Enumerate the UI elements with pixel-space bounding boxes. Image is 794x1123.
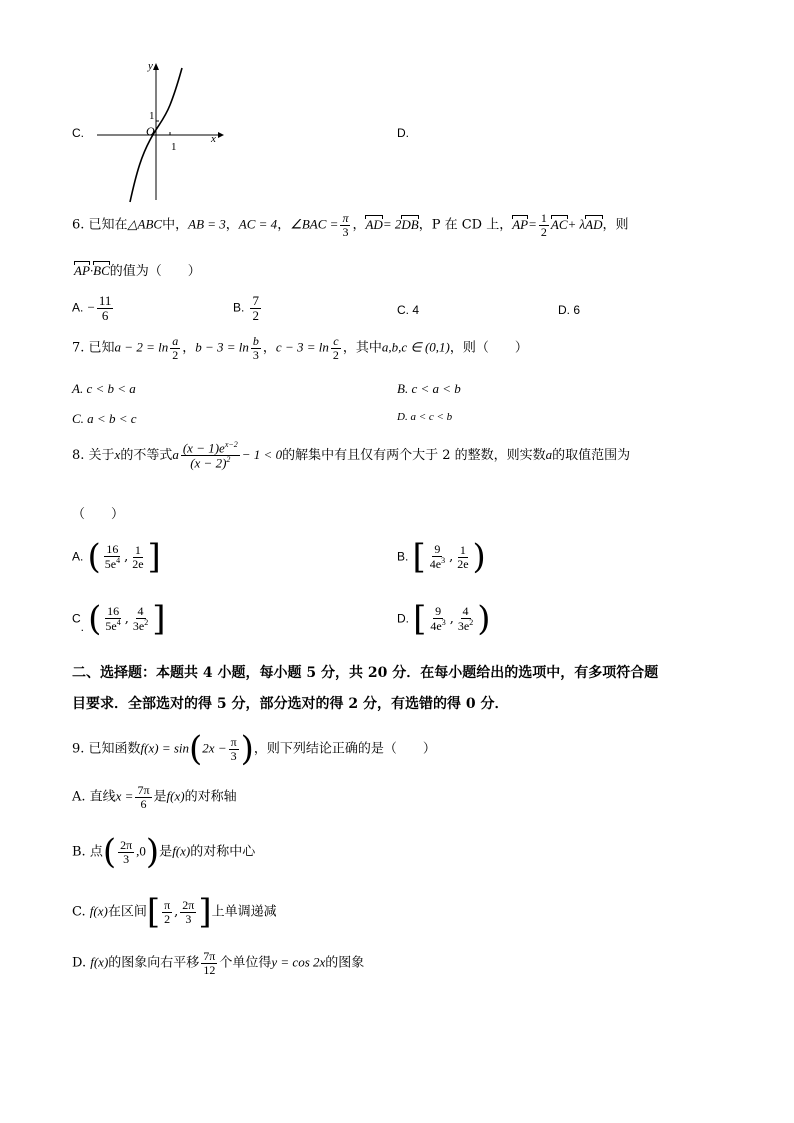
- q9-rparen: ): [240, 729, 254, 769]
- graph-y-tick-label: 1: [149, 110, 155, 122]
- section2-heading-line1: 二、选择题：本题共 4 小题，每小题 5 分，共 20 分．在每小题给出的选项中，有多项符合题: [72, 665, 659, 681]
- q9-inner: 2x −: [202, 740, 227, 756]
- q6-vec-ad2: AD: [585, 216, 603, 232]
- q8-paren: （ ）: [72, 507, 125, 522]
- q8-option-b-lbracket: [: [412, 537, 426, 577]
- q9-option-d-frac: $\frac{7\pi}{12}$: [203, 949, 216, 977]
- q8-option-c-frac1: $\frac{16}{5e^4}$: [105, 604, 121, 633]
- q6-ac: AC = 4: [238, 216, 278, 232]
- q9-option-d-text2: 个单位得: [219, 955, 272, 971]
- q7-option-a[interactable]: A. c < b < a: [72, 381, 136, 396]
- q8-option-b-frac2: $\frac{1}{2e}$: [457, 542, 469, 571]
- q6-pi: π: [342, 211, 349, 225]
- q7-set: a,b,c ∈ (0,1): [381, 339, 450, 355]
- q6-eq2: = 2: [382, 216, 402, 232]
- q6-vec-ac: AC: [550, 216, 568, 232]
- q6-option-a-frac: $\frac{11}{6}$: [98, 293, 112, 323]
- q8-option-d-frac1: $\frac{9}{4e^3}$: [430, 604, 446, 633]
- q9-option-b-text: 是: [159, 844, 173, 860]
- q6-option-b-label: B.: [233, 300, 245, 315]
- q9-option-a-text: 是: [153, 789, 167, 805]
- q9-option-c-rbracket: ]: [198, 892, 212, 932]
- q6-text: 中，: [162, 217, 189, 233]
- q9-option-b-frac: $\frac{2\pi}{3}$: [120, 837, 133, 866]
- q8-text2: 的解集中有且仅有两个大于 2 的整数，则实数: [282, 447, 546, 463]
- q8-number: 8. 关于: [72, 447, 115, 463]
- q6-dot: ·: [89, 263, 94, 278]
- q8-frac-den: (x − 2): [190, 455, 227, 471]
- q8-option-d-lbracket: [: [413, 599, 427, 639]
- q9-option-a[interactable]: [72, 784, 237, 810]
- q9-option-c-frac2: $\frac{2\pi}{3}$: [182, 897, 195, 926]
- q7-stem: [72, 335, 528, 361]
- q9-option-c-lbracket: [: [146, 892, 161, 932]
- q5-option-c-label[interactable]: C.: [72, 126, 84, 140]
- q7-mid: ，其中: [342, 340, 382, 356]
- q7-b-frac: $\frac{b}{3}$: [252, 334, 259, 362]
- q9-option-d-tail: 的图象: [325, 955, 365, 971]
- q8-option-b[interactable]: B. [ $\frac{9}{4e^3}$ , $\frac{1}{2e}$ ): [397, 537, 486, 577]
- q8-stem: [72, 441, 630, 470]
- q9-option-c-label: C.: [72, 904, 86, 920]
- q8-fraction: [181, 441, 240, 470]
- q9-option-b[interactable]: [72, 832, 256, 872]
- q6-angle: ∠BAC =: [290, 216, 339, 232]
- q8-option-d[interactable]: D. [ $\frac{9}{4e^3}$ , $\frac{4}{3e^2}$ ): [397, 599, 491, 639]
- q7-b-expr: b − 3 = ln: [195, 339, 249, 355]
- q6-option-b[interactable]: [233, 294, 263, 322]
- q9-stem: [72, 729, 436, 769]
- q6-vec-ap-dot: AP: [74, 263, 90, 278]
- q8-a: a: [172, 446, 179, 462]
- q6-vec-ap: AP: [512, 216, 529, 232]
- q9-option-d-y: y = cos 2x: [271, 954, 326, 970]
- q6-number: 6. 已知在: [72, 217, 128, 233]
- q9-option-a-label: A. 直线: [72, 789, 116, 805]
- q9-option-a-x: x =: [115, 788, 134, 804]
- q6-then: ，则: [602, 217, 629, 233]
- q9-pi-over-3: $\frac{\pi}{3}$: [230, 734, 237, 763]
- q6-three: 3: [342, 224, 349, 239]
- y-axis-arrow: [153, 63, 159, 70]
- q6-triangle: △ABC: [127, 216, 163, 232]
- q8-option-a-frac2: $\frac{1}{2e}$: [132, 542, 144, 571]
- q8-option-c[interactable]: C. ( $\frac{16}{5e^4}$ , $\frac{4}{3e^2}$ ]: [72, 599, 166, 639]
- q9-number: 9. 已知函数: [72, 741, 141, 757]
- q9-option-c-f: f(x): [89, 903, 108, 919]
- q6-option-b-frac: $\frac{7}{2}$: [252, 293, 259, 323]
- q8-option-c-label: C: [72, 611, 81, 626]
- q6-vec-bc: BC: [93, 263, 110, 278]
- q7-tail: ，则（ ）: [449, 340, 528, 356]
- q6-plus-lambda: + λ: [567, 216, 586, 232]
- q8-option-d-frac2: $\frac{4}{3e^2}$: [457, 604, 474, 633]
- q9-option-c-text: 在区间: [107, 904, 147, 920]
- q6-option-a[interactable]: [72, 294, 115, 322]
- q7-comma: ，: [182, 340, 196, 356]
- q7-option-b[interactable]: B. c < a < b: [397, 381, 461, 396]
- q8-ineq: − 1 < 0: [241, 446, 283, 462]
- q6-option-d[interactable]: D. 6: [558, 303, 581, 317]
- q8-text3: 的取值范围为: [552, 447, 631, 463]
- q8-option-c-dot: .: [80, 619, 85, 634]
- q6-vec-db: DB: [401, 216, 419, 232]
- q6-p-on-cd: ，P 在 CD 上，: [418, 217, 513, 233]
- q8-x: x: [114, 446, 121, 462]
- q9-option-b-label: B. 点: [72, 844, 103, 860]
- q9-option-c[interactable]: C. f(x)在区间[ $\frac{\pi}{2}$ , $\frac{2\pi}{3}$ ]上单调递减: [72, 892, 277, 932]
- q9-fx: f(x) = sin: [140, 740, 190, 756]
- q6-comma: ，: [225, 217, 239, 233]
- q9-option-b-text2: 的对称中心: [190, 844, 256, 860]
- q6-stem-line2: [74, 260, 201, 279]
- q8-option-b-frac1: $\frac{9}{4e^3}$: [429, 542, 446, 571]
- q8-option-a-rbracket: ]: [147, 537, 161, 577]
- q8-text1: 的不等式: [120, 447, 173, 463]
- q9-option-b-rparen: ): [145, 832, 160, 872]
- q9-option-b-lparen: (: [102, 832, 117, 872]
- q8-option-d-label: D.: [397, 611, 409, 626]
- q8-option-c-frac2: $\frac{4}{3e^2}$: [132, 604, 149, 633]
- graph-y-label: y: [148, 60, 153, 72]
- q9-option-d-f: f(x): [90, 954, 109, 970]
- q7-c-expr: c − 3 = ln: [275, 339, 329, 355]
- q7-number: 7. 已知: [72, 340, 115, 356]
- q8-option-a-lparen: (: [87, 537, 101, 577]
- q7-a-frac: $\frac{a}{2}$: [172, 334, 179, 362]
- q8-option-b-rparen: ): [472, 537, 486, 577]
- q9-option-d-label: D.: [72, 955, 87, 971]
- q7-option-c[interactable]: C. a < b < c: [72, 411, 137, 426]
- q6-comma: ，: [277, 217, 291, 233]
- q6-pi-over-3: [340, 212, 350, 238]
- q8-a2: a: [545, 446, 553, 462]
- q9-option-d[interactable]: [72, 950, 364, 976]
- q9-option-a-frac: $\frac{7\pi}{6}$: [137, 783, 150, 811]
- q8-option-b-label: B.: [397, 549, 409, 564]
- q6-eq: =: [528, 216, 537, 232]
- q8-frac-num: (x − 1)e: [182, 440, 225, 456]
- q8-option-a-frac1: $\frac{16}{5e^4}$: [104, 542, 121, 571]
- q6-option-a-sign: −: [87, 299, 95, 315]
- q6-option-c[interactable]: C. 4: [397, 303, 420, 317]
- graph-x-label: x: [211, 133, 216, 145]
- q6-option-a-label: A.: [72, 300, 84, 315]
- q8-frac-num-sup: x−2: [224, 440, 238, 449]
- q8-option-d-rparen: ): [477, 599, 491, 639]
- q5-option-d-label[interactable]: D.: [397, 126, 409, 140]
- q6-ab: AB = 3: [188, 216, 226, 232]
- q6-half: $\frac{1}{2}$: [540, 211, 547, 239]
- q6-vec-ad: AD: [365, 216, 383, 232]
- q6-tail: 的值为（ ）: [109, 264, 201, 279]
- q8-option-a-label: A.: [72, 549, 84, 564]
- q7-c-frac: $\frac{c}{2}$: [332, 334, 339, 362]
- q9-lparen: (: [189, 729, 203, 769]
- q9-option-b-f: f(x): [172, 843, 191, 859]
- q9-tail: ，则下列结论正确的是（ ）: [253, 741, 436, 757]
- q7-a-expr: a − 2 = ln: [114, 339, 169, 355]
- q9-option-a-text2: 的对称轴: [184, 789, 237, 805]
- section2-heading-line2: 目要求．全部选对的得 5 分，部分选对的得 2 分，有选错的得 0 分．: [72, 696, 509, 712]
- graph-origin-label: O: [146, 124, 155, 138]
- q8-frac-den-sup: 2: [226, 454, 231, 464]
- graph-x-tick-label: 1: [171, 141, 177, 153]
- q9-option-d-text: 的图象向右平移: [108, 955, 200, 971]
- q6-stem-line1: [72, 212, 629, 238]
- q8-option-c-lparen: (: [88, 599, 102, 639]
- q7-comma: ，: [262, 340, 276, 356]
- q8-option-a[interactable]: A. ( $\frac{16}{5e^4}$ , $\frac{1}{2e}$ ]: [72, 537, 161, 577]
- q6-comma: ，: [352, 217, 366, 233]
- q9-option-c-tail: 上单调递减: [211, 904, 277, 920]
- q9-option-c-frac1: $\frac{\pi}{2}$: [164, 897, 171, 926]
- q7-option-d[interactable]: D. a < c < b: [397, 411, 453, 423]
- q9-option-a-f: f(x): [166, 788, 185, 804]
- q8-option-c-rbracket: ]: [152, 599, 166, 639]
- q9-option-b-zero: ,0: [136, 843, 146, 859]
- x-axis-arrow: [218, 132, 224, 138]
